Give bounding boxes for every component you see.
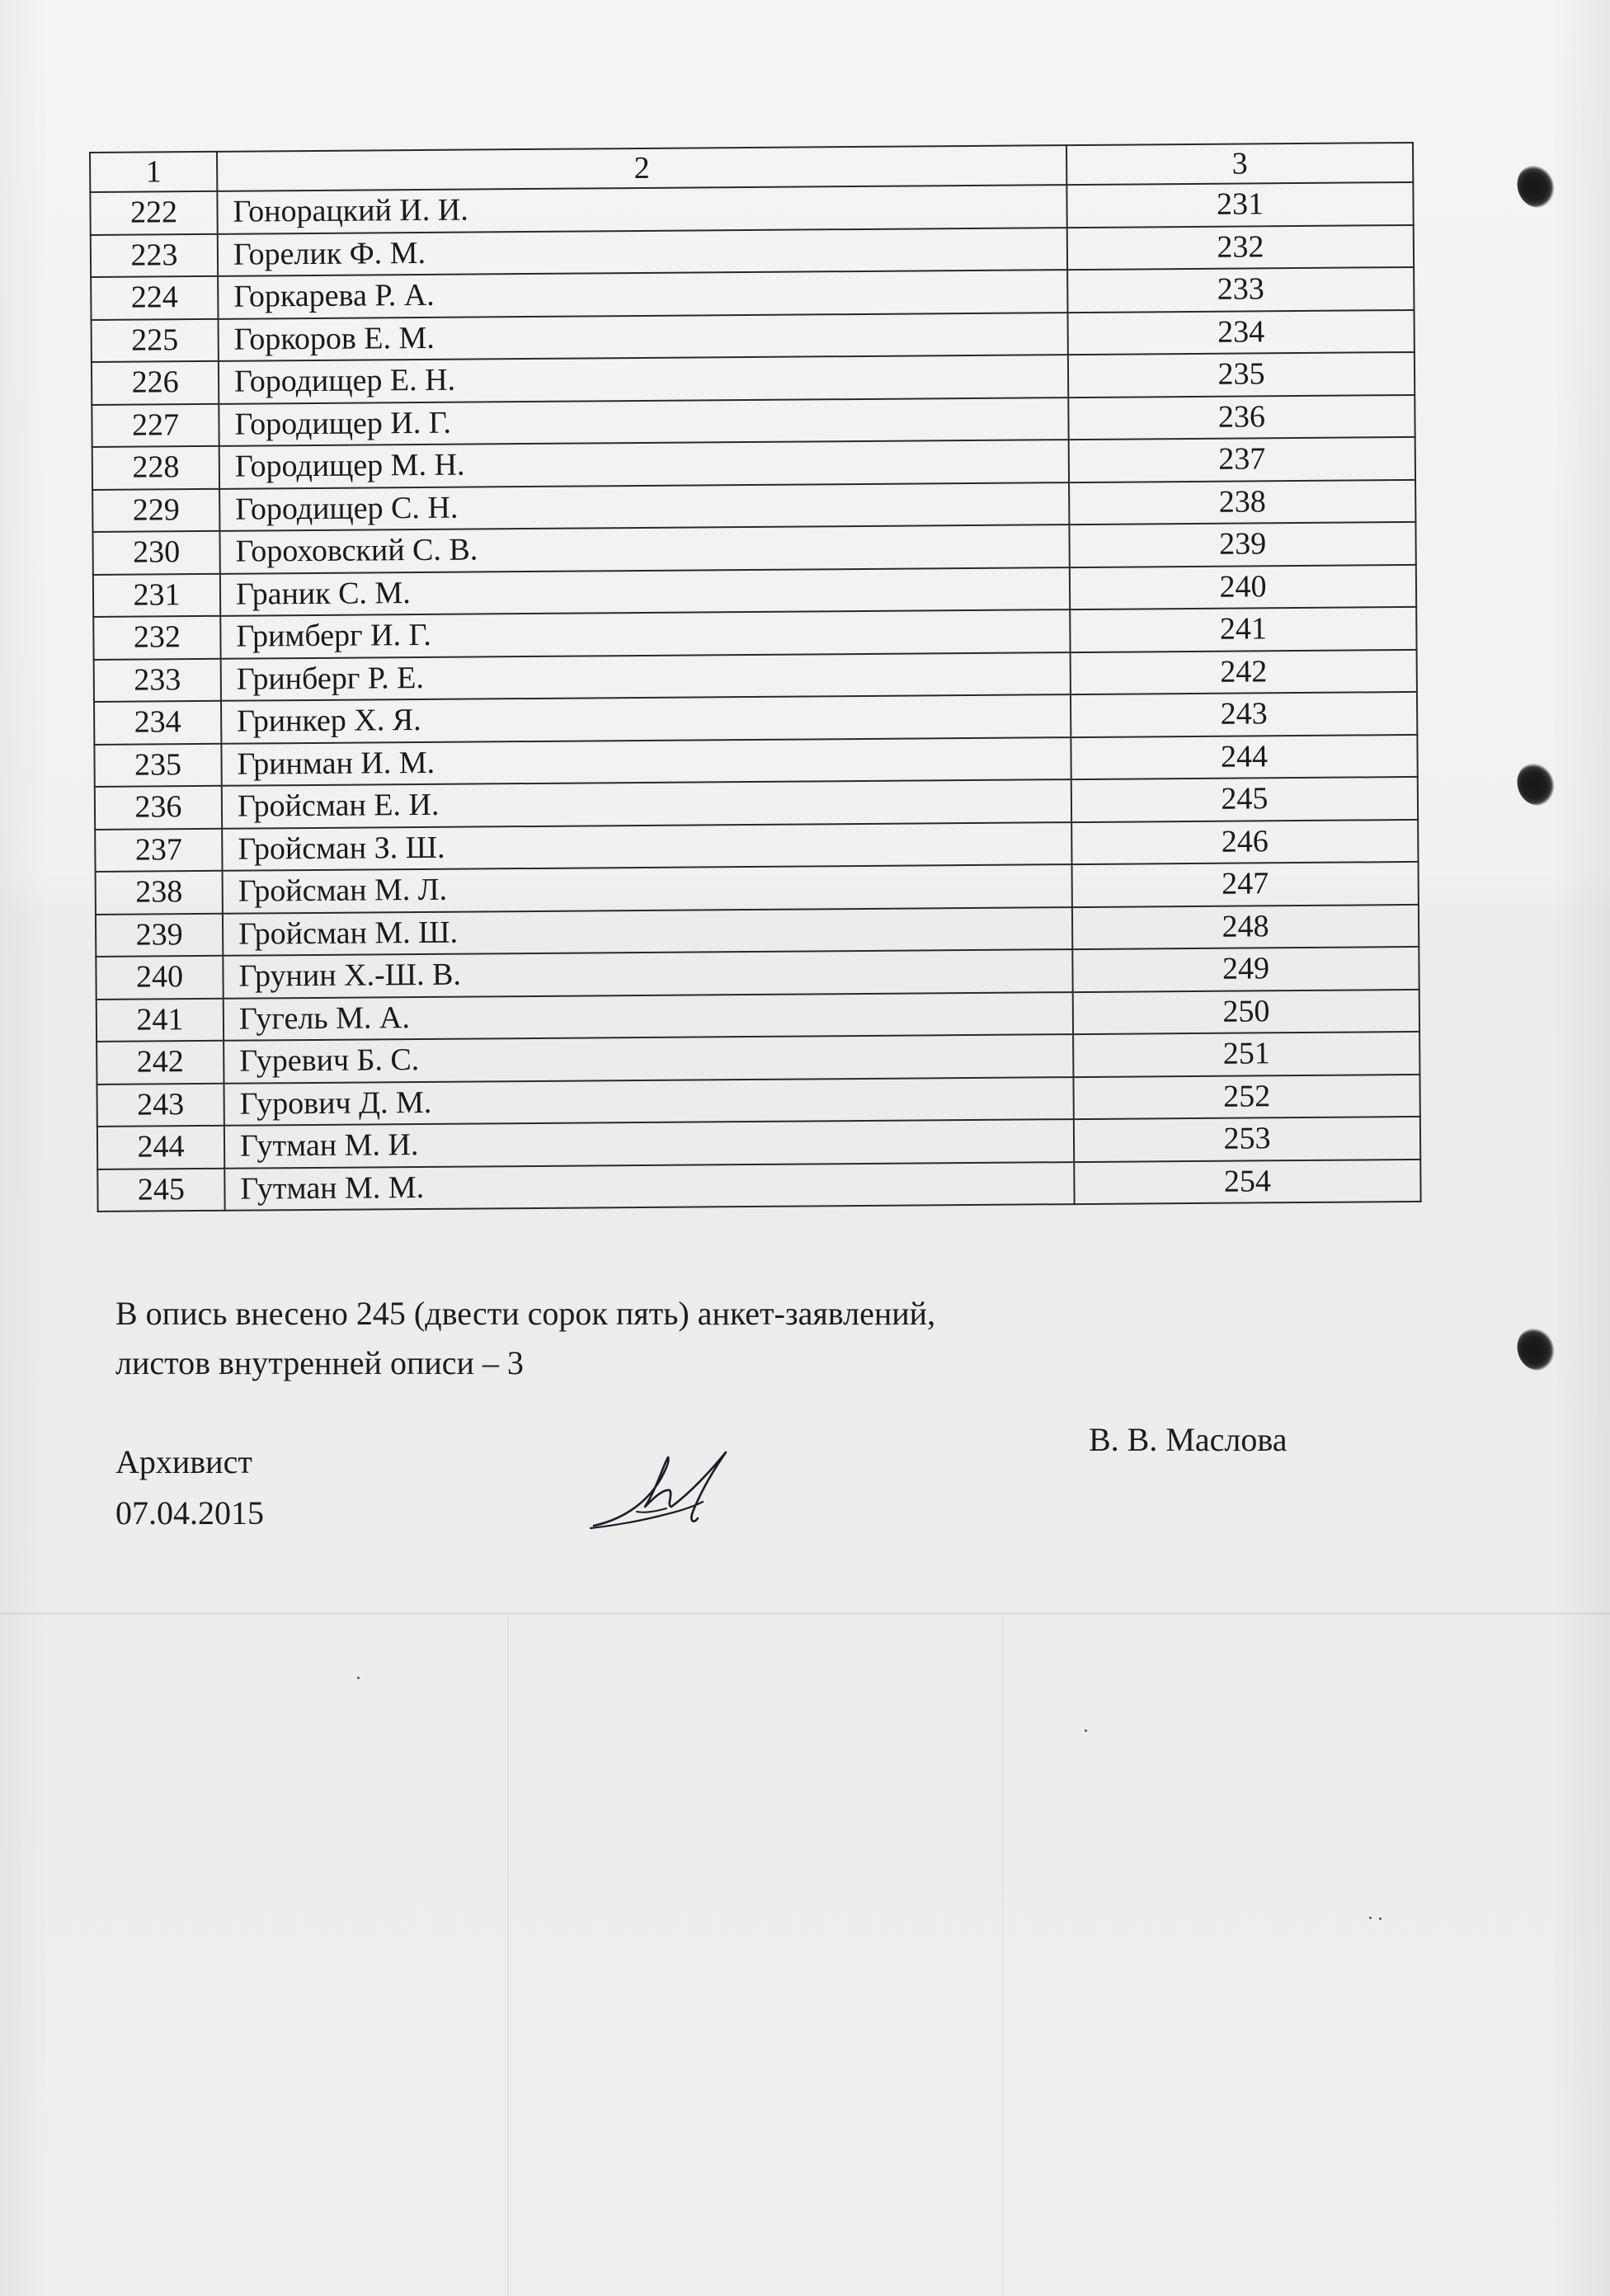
person-name: Гройсман М. Л. [223,864,1072,913]
page-number: 245 [1071,777,1418,822]
punch-hole [1511,160,1560,213]
row-number: 223 [91,233,218,277]
row-number: 226 [92,361,219,405]
summary-line-2: листов внутренней описи – 3 [115,1344,524,1381]
person-name: Гройсман М. Ш. [223,907,1072,956]
row-number: 245 [97,1168,224,1212]
summary-paragraph [115,1289,1105,1388]
page-number: 231 [1066,182,1413,228]
paper-speck [1369,1917,1372,1919]
person-name: Грунин Х.-Ш. В. [223,949,1072,998]
person-name: Городищер С. Н. [219,482,1069,531]
person-name: Гутман М. М. [224,1162,1074,1211]
row-number: 242 [97,1041,224,1084]
person-name: Гройсман З. Ш. [222,822,1071,871]
page-number: 234 [1067,309,1414,355]
page-number: 240 [1070,564,1416,609]
archivist-role: Архивист [115,1443,252,1480]
row-number: 230 [92,531,219,575]
person-name: Гримберг И. Г. [220,609,1070,658]
row-number: 234 [94,701,221,745]
person-name: Гринман И. М. [221,737,1071,786]
page-number: 254 [1074,1159,1420,1204]
signer-name: В. В. Маслова [1089,1421,1288,1458]
column-header-2: 2 [217,145,1066,191]
row-number: 239 [96,913,223,957]
person-name: Гринберг Р. Е. [221,652,1071,701]
person-name: Горкоров Е. М. [219,313,1068,361]
page-number: 252 [1073,1074,1419,1119]
page-number: 249 [1072,947,1419,992]
page-number: 247 [1072,862,1419,907]
punch-hole [1511,758,1560,811]
paper-fold [507,1616,509,2296]
row-number: 227 [92,403,219,447]
row-number: 228 [92,446,219,490]
inventory-table [89,142,1422,1212]
row-number: 222 [90,191,217,235]
paper-speck [357,1677,360,1679]
page-number: 250 [1073,989,1419,1034]
person-name: Городищер Е. Н. [219,355,1068,403]
row-number: 233 [94,658,221,702]
row-number: 240 [96,956,223,1000]
row-number: 238 [96,871,223,915]
person-name: Гройсман Е. И. [222,779,1071,828]
page-number: 248 [1072,904,1419,949]
page-number: 239 [1069,522,1415,567]
person-name: Гринкер Х. Я. [221,694,1071,743]
paper-speck [1085,1729,1087,1732]
row-number: 231 [93,573,220,617]
page-number: 238 [1069,479,1415,525]
signature-block [115,1437,264,1539]
punch-hole [1511,1323,1560,1376]
person-name: Граник С. М. [220,567,1070,616]
row-number: 244 [97,1126,224,1169]
row-number: 224 [91,276,218,320]
page-number: 233 [1067,267,1414,313]
paper-fold [0,1612,1610,1615]
person-name: Гугель М. А. [224,992,1073,1041]
person-name: Гурович Д. М. [224,1077,1073,1126]
page-number: 253 [1074,1117,1420,1162]
page-number: 251 [1073,1032,1419,1077]
row-number: 235 [94,743,221,787]
person-name: Гонорацкий И. И. [217,185,1066,233]
paper-fold [1002,1616,1004,2296]
paper-speck [1379,1917,1382,1920]
column-header-1: 1 [90,152,217,192]
row-number: 232 [93,616,220,660]
row-number: 241 [97,998,224,1042]
page-number: 244 [1071,734,1417,779]
page-number: 236 [1068,394,1415,440]
person-name: Гуревич Б. С. [224,1034,1073,1083]
page-number: 246 [1071,819,1418,864]
person-name: Гороховский С. В. [219,525,1069,573]
page-number: 235 [1068,352,1415,398]
handwritten-signature [587,1447,736,1534]
person-name: Горкарева Р. А. [218,270,1067,318]
person-name: Городищер И. Г. [219,398,1068,446]
page-number: 243 [1071,692,1417,737]
page-number: 241 [1070,607,1416,652]
page-number: 237 [1069,437,1415,482]
person-name: Горелик Ф. М. [218,228,1067,276]
row-number: 237 [95,828,222,872]
table-row [97,1159,1420,1212]
document-date: 07.04.2015 [115,1494,264,1531]
column-header-3: 3 [1066,143,1413,185]
row-number: 229 [92,488,219,532]
row-number: 236 [95,786,222,830]
row-number: 225 [92,318,219,362]
table-body [90,182,1420,1212]
page-number: 242 [1071,649,1417,694]
summary-line-1: В опись внесено 245 (двести сорок пять) анкет-заявлений, [115,1295,936,1332]
page-number: 232 [1067,224,1414,270]
row-number: 243 [97,1083,224,1127]
person-name: Городищер М. Н. [219,440,1069,488]
person-name: Гутман М. И. [224,1119,1074,1168]
